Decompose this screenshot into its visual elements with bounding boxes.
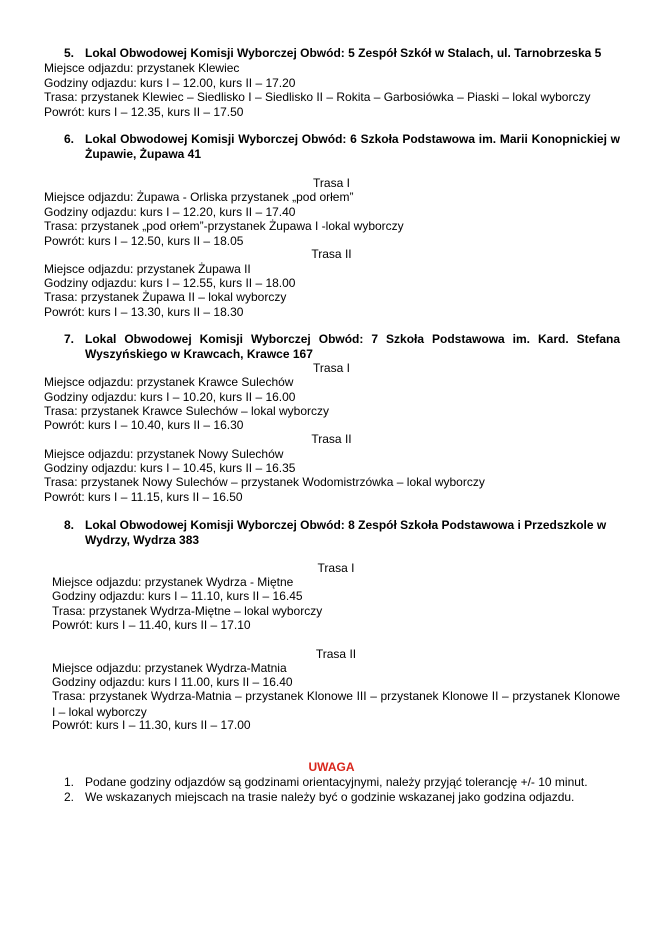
departure-times: Godziny odjazdu: kurs I – 10.45, kurs II – 16.35 — [44, 461, 296, 475]
departure-times: Godziny odjazdu: kurs I – 10.20, kurs II – 16.00 — [44, 390, 296, 404]
note-text: Podane godziny odjazdów są godzinami orientacyjnymi, należy przyjąć tolerancję +/- 10 minut. — [85, 775, 588, 789]
departure-place: Miejsce odjazdu: przystanek Krawce Sulechów — [44, 375, 294, 389]
note-number: 1. — [64, 775, 75, 789]
section-number: 6. — [64, 132, 75, 146]
route-label: Trasa I — [313, 361, 350, 375]
return-times: Powrót: kurs I – 12.35, kurs II – 17.50 — [44, 105, 244, 119]
section-7-heading — [64, 332, 620, 362]
return-times: Powrót: kurs I – 12.50, kurs II – 18.05 — [44, 234, 244, 248]
return-times: Powrót: kurs I – 11.15, kurs II – 16.50 — [44, 490, 243, 504]
note-number: 2. — [64, 790, 75, 804]
section-number: 8. — [64, 518, 75, 532]
section-5-heading — [64, 46, 620, 61]
departure-place: Miejsce odjazdu: przystanek Klewiec — [44, 61, 240, 75]
route-description: Trasa: przystanek Krawce Sulechów – lokal wyborczy — [44, 404, 329, 418]
warning-note — [64, 790, 574, 804]
return-times: Powrót: kurs I – 11.30, kurs II – 17.00 — [52, 718, 251, 732]
route-description: Trasa: przystanek Wydrza-Matnia – przystanek Klonowe III – przystanek Klonowe II – przystanek Klonowe I – lokal wyborczy — [52, 689, 620, 719]
route-description: Trasa: przystanek Wydrza-Miętne – lokal wyborczy — [52, 604, 323, 618]
departure-times: Godziny odjazdu: kurs I 11.00, kurs II – 16.40 — [52, 675, 293, 689]
route-description: Trasa: przystanek Żupawa II – lokal wyborczy — [44, 290, 287, 304]
route-label: Trasa II — [315, 647, 357, 661]
note-text: We wskazanych miejscach na trasie należy być o godzinie wskazanej jako godzina odjazdu. — [85, 790, 575, 804]
departure-times: Godziny odjazdu: kurs I – 12.00, kurs II – 17.20 — [44, 76, 296, 90]
departure-times: Godziny odjazdu: kurs I – 12.20, kurs II – 17.40 — [44, 205, 296, 219]
route-label: Trasa II — [311, 247, 352, 261]
departure-place: Miejsce odjazdu: przystanek Żupawa II — [44, 262, 251, 276]
departure-place: Miejsce odjazdu: przystanek Wydrza-Matnia — [52, 661, 287, 675]
section-6-heading — [64, 132, 620, 162]
warning-title: UWAGA — [308, 760, 355, 774]
route-description: Trasa: przystanek Nowy Sulechów – przystanek Wodomistrzówka – lokal wyborczy — [44, 475, 485, 489]
route-label: Trasa I — [313, 176, 350, 190]
departure-place: Miejsce odjazdu: Żupawa - Orliska przystanek „pod orłem” — [44, 190, 354, 204]
section-number: 7. — [64, 332, 75, 346]
warning-note — [64, 775, 588, 789]
departure-times: Godziny odjazdu: kurs I – 11.10, kurs II – 16.45 — [52, 589, 303, 603]
section-title: Lokal Obwodowej Komisji Wyborczej Obwód: 5 Zespół Szkół w Stalach, ul. Tarnobrzeska 5 — [85, 46, 602, 60]
route-description: Trasa: przystanek „pod orłem”-przystanek Żupawa I -lokal wyborczy — [44, 219, 404, 233]
departure-times: Godziny odjazdu: kurs I – 12.55, kurs II – 18.00 — [44, 276, 296, 290]
route-label: Trasa I — [317, 561, 355, 575]
section-8-heading — [64, 518, 620, 548]
section-title: Lokal Obwodowej Komisji Wyborczej Obwód: 6 Szkoła Podstawowa im. Marii Konopnickiej w Żupawie, Żupawa 41 — [85, 132, 620, 161]
route-label: Trasa II — [311, 432, 352, 446]
route-description: Trasa: przystanek Klewiec – Siedlisko I – Siedlisko II – Rokita – Garbosiówka – Piaski – lokal wyborczy — [44, 90, 591, 104]
departure-place: Miejsce odjazdu: przystanek Wydrza - Miętne — [52, 575, 294, 589]
section-title: Lokal Obwodowej Komisji Wyborczej Obwód: 7 Szkoła Podstawowa im. Kard. Stefana Wyszyńskiego w Krawcach, Krawce 167 — [85, 332, 620, 361]
departure-place: Miejsce odjazdu: przystanek Nowy Sulechów — [44, 447, 284, 461]
return-times: Powrót: kurs I – 11.40, kurs II – 17.10 — [52, 618, 251, 632]
return-times: Powrót: kurs I – 13.30, kurs II – 18.30 — [44, 305, 244, 319]
section-number: 5. — [64, 46, 75, 60]
return-times: Powrót: kurs I – 10.40, kurs II – 16.30 — [44, 418, 244, 432]
section-title: Lokal Obwodowej Komisji Wyborczej Obwód: 8 Zespół Szkoła Podstawowa i Przedszkole w Wydrzy, Wydrza 383 — [85, 518, 607, 547]
